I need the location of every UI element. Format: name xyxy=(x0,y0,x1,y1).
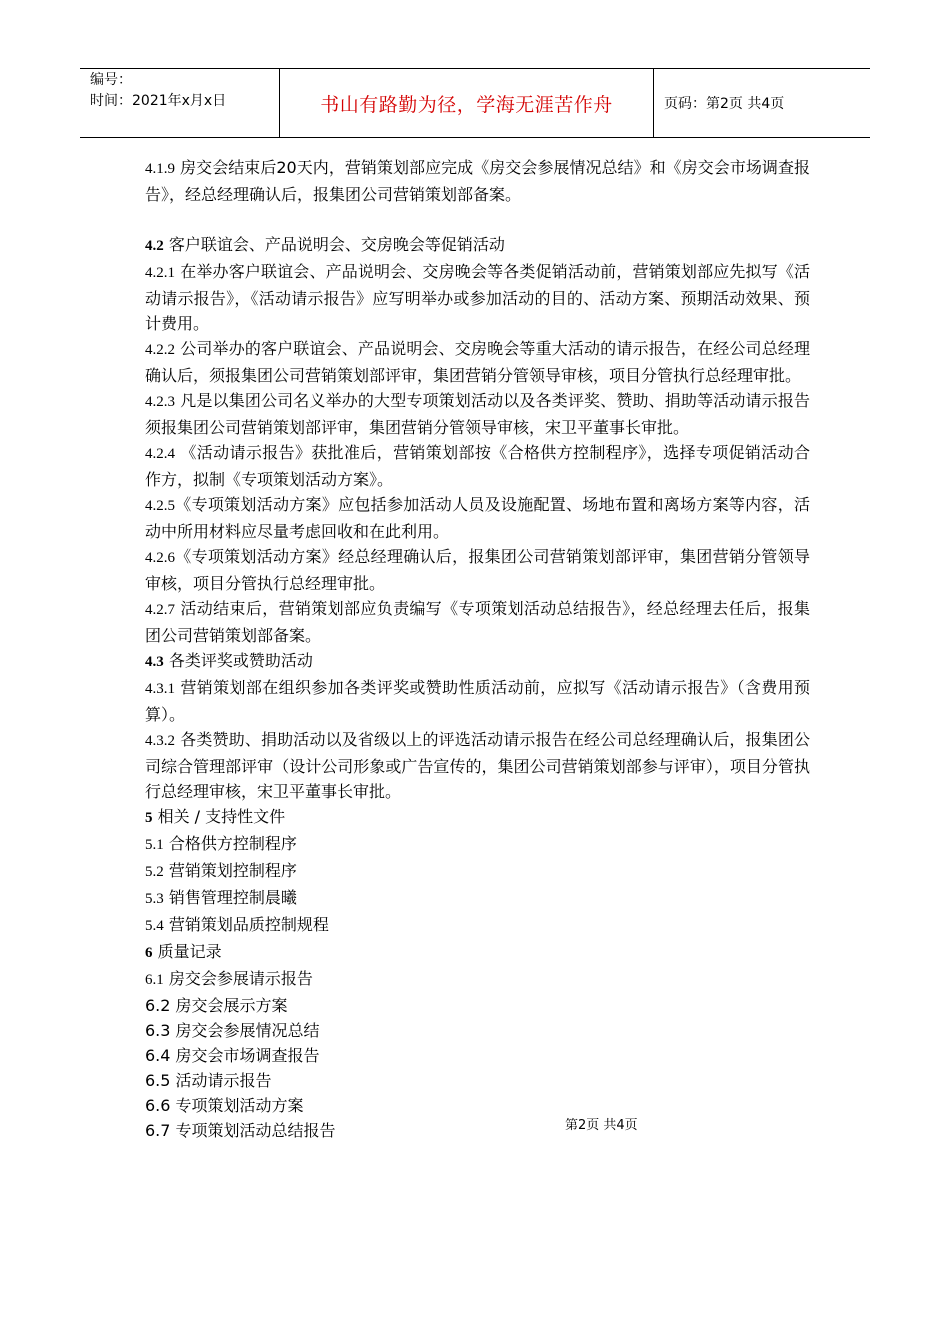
list-item-5-4: 5.4 营销策划品质控制规程 xyxy=(145,915,329,934)
document-body xyxy=(145,155,810,1143)
section-heading-6: 6 质量记录 xyxy=(145,942,222,961)
paragraph-4-2-4: 4.2.4 《活动请示报告》获批准后，营销策划部按《合格供方控制程序》，选择专项促销活动合作方，拟制《专项策划活动方案》。 xyxy=(145,443,810,489)
list-item-6-4: 6.4 房交会市场调查报告 xyxy=(145,1046,320,1065)
header-table xyxy=(80,68,870,138)
paragraph-4-2-5: 4.2.5《专项策划活动方案》应包括参加活动人员及设施配置、场地布置和离场方案等内容，活动中所用材料应尽量考虑回收和在此利用。 xyxy=(145,495,810,541)
list-item-6-7: 6.7 专项策划活动总结报告 xyxy=(145,1121,336,1140)
header-page-label: 页码：第2页 共4页 xyxy=(664,96,785,112)
paragraph-4-2-7: 4.2.7 活动结束后，营销策划部应负责编写《专项策划活动总结报告》，经总经理去任后，报集团公司营销策划部备案。 xyxy=(145,599,810,645)
list-item-6-1: 6.1 房交会参展请示报告 xyxy=(145,969,313,988)
paragraph-4-2-3: 4.2.3 凡是以集团公司名义举办的大型专项策划活动以及各类评奖、赞助、捐助等活动请示报告须报集团公司营销策划部评审，集团营销分管领导审核，宋卫平董事长审批。 xyxy=(145,391,810,437)
list-item-5-3: 5.3 销售管理控制晨曦 xyxy=(145,888,297,907)
paragraph-4-2-6: 4.2.6《专项策划活动方案》经总经理确认后，报集团公司营销策划部评审，集团营销分管领导审核，项目分管执行总经理审批。 xyxy=(145,547,810,593)
paragraph-4-2-1: 4.2.1 在举办客户联谊会、产品说明会、交房晚会等各类促销活动前，营销策划部应先拟写《活动请示报告》，《活动请示报告》应写明举办或参加活动的目的、活动方案、预期活动效果、预计费用。 xyxy=(145,262,810,333)
paragraph-4-3-2: 4.3.2 各类赞助、捐助活动以及省级以上的评选活动请示报告在经公司总经理确认后，报集团公司综合管理部评审（设计公司形象或广告宣传的，集团公司营销策划部参与评审），项目分管执行总经理审核，宋卫平董事长审批。 xyxy=(145,730,810,801)
section-heading-5: 5 相关 / 支持性文件 xyxy=(145,807,286,826)
paragraph-4-3-1: 4.3.1 营销策划部在组织参加各类评奖或赞助性质活动前，应拟写《活动请示报告》（含费用预算）。 xyxy=(145,678,810,724)
doc-number-label: 编号： xyxy=(90,72,132,88)
list-item-5-1: 5.1 合格供方控制程序 xyxy=(145,834,297,853)
doc-time-label: 时间：2021年x月x日 xyxy=(90,93,227,109)
section-heading-4-2: 4.2 客户联谊会、产品说明会、交房晚会等促销活动 xyxy=(145,235,505,254)
list-item-6-3: 6.3 房交会参展情况总结 xyxy=(145,1021,320,1040)
header-meta xyxy=(80,69,280,137)
list-item-6-5: 6.5 活动请示报告 xyxy=(145,1071,272,1090)
header-motto: 书山有路勤为径，学海无涯苦作舟 xyxy=(280,69,654,137)
paragraph-4-1-9: 4.1.9 房交会结束后20天内，营销策划部应完成《房交会参展情况总结》和《房交会市场调查报告》，经总经理确认后，报集团公司营销策划部备案。 xyxy=(145,158,810,204)
page-footer: 第2页 共4页 xyxy=(565,1118,638,1133)
list-item-6-6: 6.6 专项策划活动方案 xyxy=(145,1096,304,1115)
list-item-5-2: 5.2 营销策划控制程序 xyxy=(145,861,297,880)
section-heading-4-3: 4.3 各类评奖或赞助活动 xyxy=(145,651,313,670)
paragraph-4-2-2: 4.2.2 公司举办的客户联谊会、产品说明会、交房晚会等重大活动的请示报告，在经公司总经理确认后，须报集团公司营销策划部评审，集团营销分管领导审核，项目分管执行总经理审批。 xyxy=(145,339,810,385)
list-item-6-2: 6.2 房交会展示方案 xyxy=(145,996,288,1015)
